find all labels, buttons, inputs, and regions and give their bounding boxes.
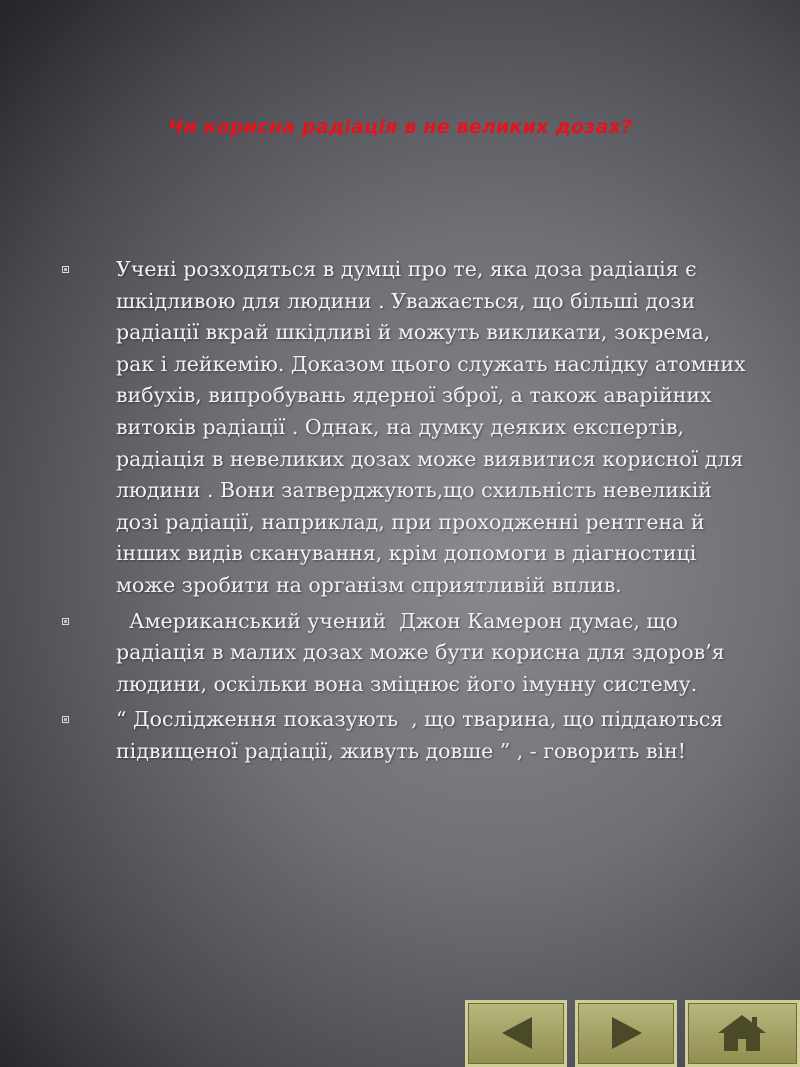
home-button[interactable]	[685, 1000, 800, 1067]
paragraph-text: Учені розходяться в думці про те, яка доза радіація є шкідливою для людини . Уважається, що більші дози радіації вкрай шкідливі й можуть викликати, зокрема, рак і лейкемію. Доказом цього служать наслідку атомних вибухів, випробувань ядерної зброї, а також аварійних витоків радіації . Однак, на думку деяких експертів, радіація в невеликих дозах може виявитися корисної для людини . Вони затверджують,що схильність невеликій дозі радіації, наприклад, при проходженні рентгена й інших видів сканування, крім допомоги в діагностиці може зробити на організм сприятливій вплив.	[116, 257, 753, 597]
next-slide-button[interactable]	[575, 1000, 677, 1067]
next-icon	[578, 1003, 674, 1064]
bullet-list	[62, 254, 752, 772]
list-item	[62, 704, 752, 767]
paragraph-text: Американський учений Джон Камерон думає, що радіація в малих дозах може бути корисна для здоров’я людини, оскільки вона зміцнює його імунну систему.	[116, 608, 732, 696]
list-item	[62, 606, 752, 701]
slide-title: Чи корисна радіація в не великих дозах?	[167, 116, 633, 138]
square-bullet-icon	[62, 716, 69, 723]
square-bullet-icon	[62, 266, 69, 273]
list-item	[62, 254, 752, 602]
paragraph-text: “ Дослідження показують , що тварина, що піддаються підвищеної радіації, живуть довше ” , - говорить він!	[116, 707, 730, 763]
home-icon	[688, 1003, 797, 1064]
slide-navigation	[465, 1000, 800, 1067]
square-bullet-icon	[62, 618, 69, 625]
previous-icon	[468, 1003, 564, 1064]
previous-slide-button[interactable]	[465, 1000, 567, 1067]
